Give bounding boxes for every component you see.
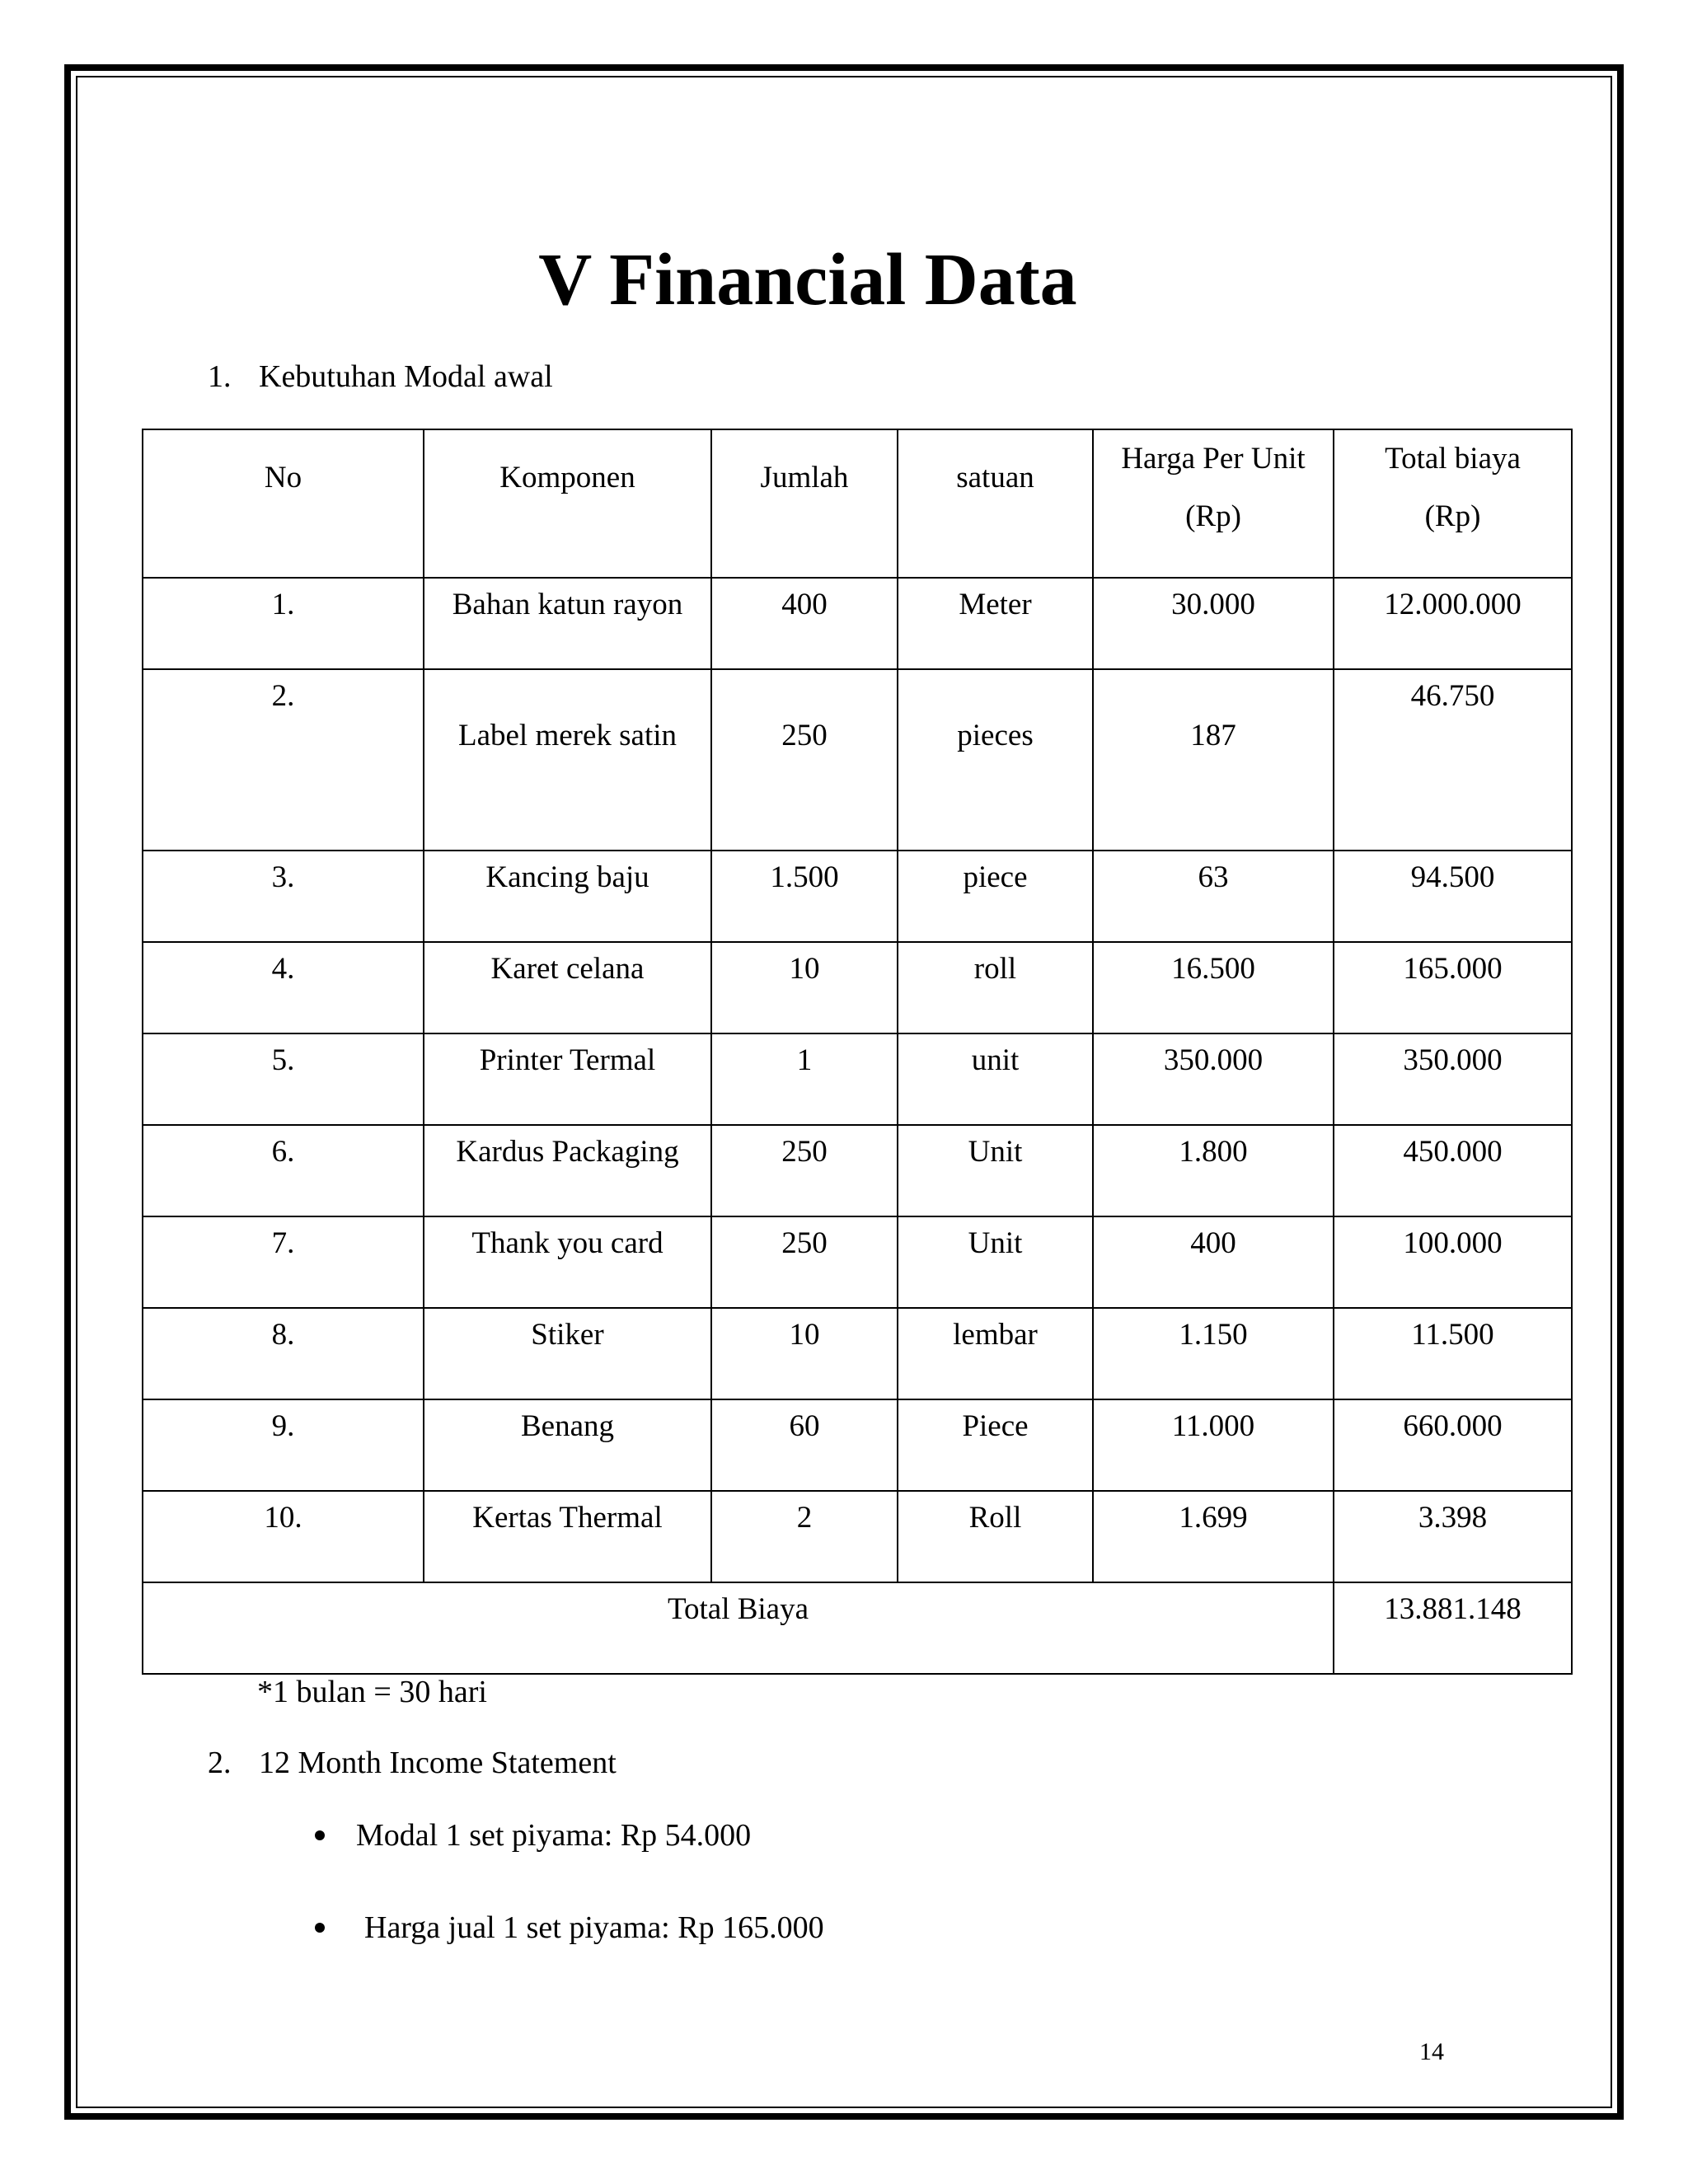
- cell-total: 450.000: [1334, 1125, 1572, 1216]
- cell-jumlah: 1: [711, 1033, 898, 1125]
- cell-jumlah: 250: [711, 1125, 898, 1216]
- cell-satuan: Piece: [898, 1399, 1093, 1491]
- cell-satuan: Roll: [898, 1491, 1093, 1582]
- bullet-text: Harga jual 1 set piyama: Rp 165.000: [364, 1910, 824, 1945]
- header-harga: [1093, 429, 1334, 578]
- cell-harga: 63: [1093, 851, 1334, 942]
- cell-jumlah: 400: [711, 578, 898, 669]
- cell-harga: 350.000: [1093, 1033, 1334, 1125]
- cell-no: 6.: [143, 1125, 424, 1216]
- cell-total: 660.000: [1334, 1399, 1572, 1491]
- table-row: [143, 578, 1572, 669]
- cell-no: 4.: [143, 942, 424, 1033]
- header-jumlah: Jumlah: [711, 429, 898, 578]
- section-1-number: 1.: [208, 359, 232, 394]
- cell-total: 3.398: [1334, 1491, 1572, 1582]
- cell-no: 3.: [143, 851, 424, 942]
- section-2-number: 2.: [208, 1746, 232, 1780]
- cell-komponen: Stiker: [424, 1308, 711, 1399]
- cell-komponen: Karet celana: [424, 942, 711, 1033]
- bullet-text: Modal 1 set piyama: Rp 54.000: [356, 1818, 752, 1853]
- page-number: 14: [1419, 2038, 1444, 2065]
- cell-harga: 30.000: [1093, 578, 1334, 669]
- table-row: [143, 1308, 1572, 1399]
- cell-jumlah: 250: [711, 1216, 898, 1308]
- total-label: Total Biaya: [143, 1582, 1334, 1674]
- cell-satuan: piece: [898, 851, 1093, 942]
- cell-no: 5.: [143, 1033, 424, 1125]
- header-satuan: satuan: [898, 429, 1093, 578]
- header-total-line1: Total biaya: [1385, 442, 1521, 476]
- table-row: [143, 1125, 1572, 1216]
- section-2-label: 12 Month Income Statement: [259, 1746, 617, 1780]
- cell-total: 46.750: [1334, 669, 1572, 851]
- cell-komponen: Thank you card: [424, 1216, 711, 1308]
- cell-total: 165.000: [1334, 942, 1572, 1033]
- cell-jumlah: 60: [711, 1399, 898, 1491]
- cell-satuan: roll: [898, 942, 1093, 1033]
- cell-harga: 400: [1093, 1216, 1334, 1308]
- section-2-heading: [208, 1742, 950, 1783]
- table-row: [143, 1216, 1572, 1308]
- cell-total: 100.000: [1334, 1216, 1572, 1308]
- cell-harga: 1.800: [1093, 1125, 1334, 1216]
- header-harga-line1: Harga Per Unit: [1121, 442, 1306, 476]
- cell-total: 11.500: [1334, 1308, 1572, 1399]
- cell-jumlah: 2: [711, 1491, 898, 1582]
- page-title-text: V Financial Data: [538, 239, 1077, 321]
- cell-harga: 1.150: [1093, 1308, 1334, 1399]
- cell-satuan: Meter: [898, 578, 1093, 669]
- cell-satuan: lembar: [898, 1308, 1093, 1399]
- cell-harga: 187: [1093, 669, 1334, 851]
- table-header-row: [143, 429, 1572, 578]
- cell-jumlah: 10: [711, 1308, 898, 1399]
- table-row: [143, 851, 1572, 942]
- table-row: [143, 669, 1572, 851]
- cell-komponen: Kardus Packaging: [424, 1125, 711, 1216]
- cell-satuan: Unit: [898, 1216, 1093, 1308]
- section-1-heading: [208, 356, 950, 397]
- cell-jumlah: 10: [711, 942, 898, 1033]
- cell-no: 1.: [143, 578, 424, 669]
- table-total-row: [143, 1582, 1572, 1674]
- cell-no: 7.: [143, 1216, 424, 1308]
- table-row: [143, 1399, 1572, 1491]
- capital-requirements-table: [142, 429, 1573, 1675]
- cell-komponen: Kancing baju: [424, 851, 711, 942]
- cell-komponen: Label merek satin: [424, 669, 711, 851]
- header-no: No: [143, 429, 424, 578]
- bullet-icon: [315, 1923, 325, 1933]
- cell-satuan: Unit: [898, 1125, 1093, 1216]
- cell-jumlah: 1.500: [711, 851, 898, 942]
- total-value: 13.881.148: [1334, 1582, 1572, 1674]
- header-total: [1334, 429, 1572, 578]
- cell-no: 8.: [143, 1308, 424, 1399]
- cell-komponen: Bahan katun rayon: [424, 578, 711, 669]
- cell-harga: 11.000: [1093, 1399, 1334, 1491]
- cell-harga: 16.500: [1093, 942, 1334, 1033]
- section-1-label: Kebutuhan Modal awal: [259, 359, 553, 394]
- header-total-line2: (Rp): [1424, 499, 1481, 533]
- cell-no: 9.: [143, 1399, 424, 1491]
- cell-no: 10.: [143, 1491, 424, 1582]
- cell-total: 94.500: [1334, 851, 1572, 942]
- header-komponen: Komponen: [424, 429, 711, 578]
- cell-satuan: unit: [898, 1033, 1093, 1125]
- cell-komponen: Benang: [424, 1399, 711, 1491]
- cell-satuan: pieces: [898, 669, 1093, 851]
- header-harga-line2: (Rp): [1185, 499, 1241, 533]
- cell-no: 2.: [143, 669, 424, 851]
- table-row: [143, 1033, 1572, 1125]
- cell-harga: 1.699: [1093, 1491, 1334, 1582]
- cell-komponen: Printer Termal: [424, 1033, 711, 1125]
- page-title: [0, 231, 1615, 330]
- cell-total: 12.000.000: [1334, 578, 1572, 669]
- cell-total: 350.000: [1334, 1033, 1572, 1125]
- table-row: [143, 942, 1572, 1033]
- bullet-icon: [315, 1830, 325, 1840]
- table-footnote: *1 bulan = 30 hari: [257, 1675, 487, 1709]
- table-row: [143, 1491, 1572, 1582]
- cell-komponen: Kertas Thermal: [424, 1491, 711, 1582]
- cell-jumlah: 250: [711, 669, 898, 851]
